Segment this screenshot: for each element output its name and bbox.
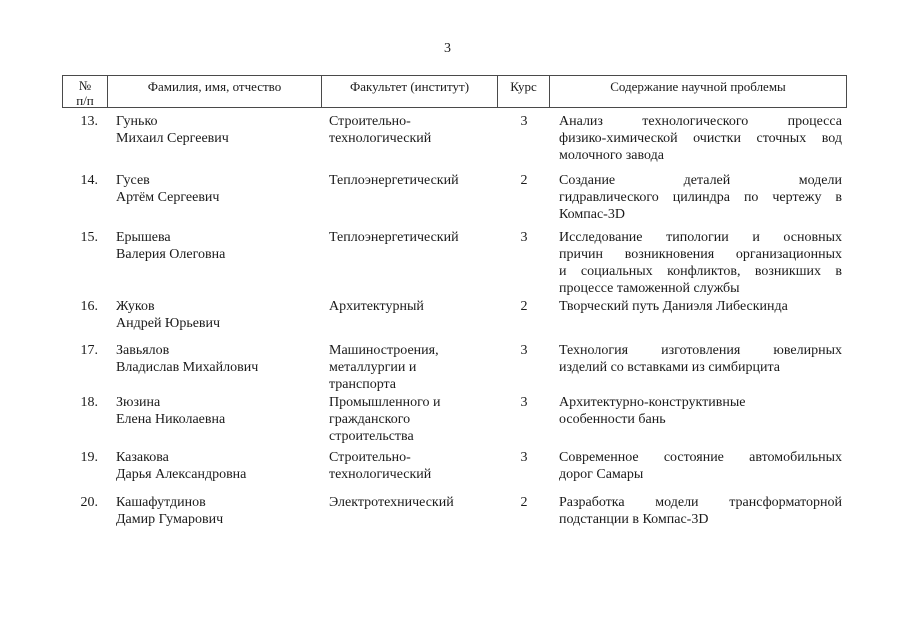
research-topic [559,229,842,297]
row-number: 20. [80,495,98,510]
topic-line: Технология изготовления ювелирных [559,343,842,358]
header-course: Курс [510,79,537,94]
name-line: Дарья Александровна [116,467,247,482]
table-header [62,75,847,108]
student-name [116,172,316,206]
name-line: Гунько [116,114,158,129]
course: 2 [520,495,528,510]
name-line: Гусев [116,173,150,188]
row-number: 14. [80,173,98,188]
student-name [116,113,316,147]
faculty-line: металлургии и [329,360,417,375]
topic-line: Творческий путь Даниэля Либескинда [559,299,788,314]
research-topic [559,494,842,528]
research-topic [559,449,842,483]
row-number: 18. [80,395,98,410]
topic-line: Анализ технологического процесса [559,114,842,129]
faculty-line: технологический [329,131,432,146]
student-name [116,229,316,263]
faculty [329,113,489,147]
header-name: Фамилия, имя, отчество [147,79,282,94]
faculty-line: Строительно- [329,450,411,465]
name-line: Завьялов [116,343,170,358]
faculty-line: технологический [329,467,432,482]
name-line: Владислав Михайлович [116,360,259,375]
student-name [116,449,316,483]
course: 3 [520,450,528,465]
topic-line: Архитектурно-конструктивные [559,395,746,410]
research-topic [559,298,842,315]
course: 3 [520,230,528,245]
faculty-line: транспорта [329,377,397,392]
topic-line: дорог Самары [559,467,644,482]
header-topic: Содержание научной проблемы [610,79,786,94]
topic-line: Разработка модели трансформаторной [559,495,842,510]
student-name [116,494,316,528]
name-line: Михаил Сергеевич [116,131,229,146]
faculty-line: Машиностроения, [329,343,439,358]
row-number: 13. [80,114,98,129]
name-line: Казакова [116,450,169,465]
research-topic [559,394,842,428]
topic-line: Создание деталей модели [559,173,842,188]
faculty-line: Промышленного и [329,395,441,410]
faculty [329,229,489,246]
faculty [329,298,489,315]
topic-line: изделий со вставками из симбирцита [559,360,780,375]
faculty-line: строительства [329,429,414,444]
name-line: Елена Николаевна [116,412,226,427]
topic-line: Современное состояние автомобильных [559,450,842,465]
student-name [116,342,316,376]
header-num-line-2: п/п [76,93,94,108]
name-line: Кашафутдинов [116,495,206,510]
row-number: 19. [80,450,98,465]
course: 3 [520,114,528,129]
row-number: 17. [80,343,98,358]
topic-line: Компас-3D [559,207,625,222]
course: 3 [520,395,528,410]
page-number: 3 [444,41,451,56]
faculty-line: Теплоэнергетический [329,230,459,245]
row-number: 15. [80,230,98,245]
topic-line: гидравлического цилиндра по чертежу в [559,190,842,205]
topic-line: Исследование типологии и основных [559,230,842,245]
row-number: 16. [80,299,98,314]
topic-line: физико-химической очистки сточных вод [559,131,842,146]
faculty-line: Строительно- [329,114,411,129]
faculty [329,449,489,483]
student-name [116,298,316,332]
faculty [329,494,489,511]
research-topic [559,113,842,164]
faculty-line: гражданского [329,412,411,427]
name-line: Андрей Юрьевич [116,316,221,331]
research-topic [559,342,842,376]
topic-line: особенности бань [559,412,666,427]
faculty [329,342,489,393]
header-num [63,76,107,107]
topic-line: подстанции в Компас-3D [559,512,709,527]
header-faculty: Факультет (институт) [349,79,470,94]
course: 2 [520,173,528,188]
name-line: Зюзина [116,395,161,410]
faculty [329,172,489,189]
name-line: Жуков [116,299,155,314]
faculty [329,394,489,445]
name-line: Дамир Гумарович [116,512,224,527]
topic-line: и социальных конфликтов, возникших в [559,264,842,279]
name-line: Артём Сергеевич [116,190,220,205]
faculty-line: Архитектурный [329,299,424,314]
name-line: Валерия Олеговна [116,247,226,262]
header-num-line-1: № [78,78,92,93]
topic-line: процессе таможенной службы [559,281,740,296]
name-line: Ерышева [116,230,171,245]
course: 2 [520,299,528,314]
course: 3 [520,343,528,358]
research-topic [559,172,842,223]
faculty-line: Теплоэнергетический [329,173,459,188]
topic-line: молочного завода [559,148,664,163]
student-name [116,394,316,428]
topic-line: причин возникновения организационных [559,247,842,262]
faculty-line: Электротехнический [329,495,454,510]
